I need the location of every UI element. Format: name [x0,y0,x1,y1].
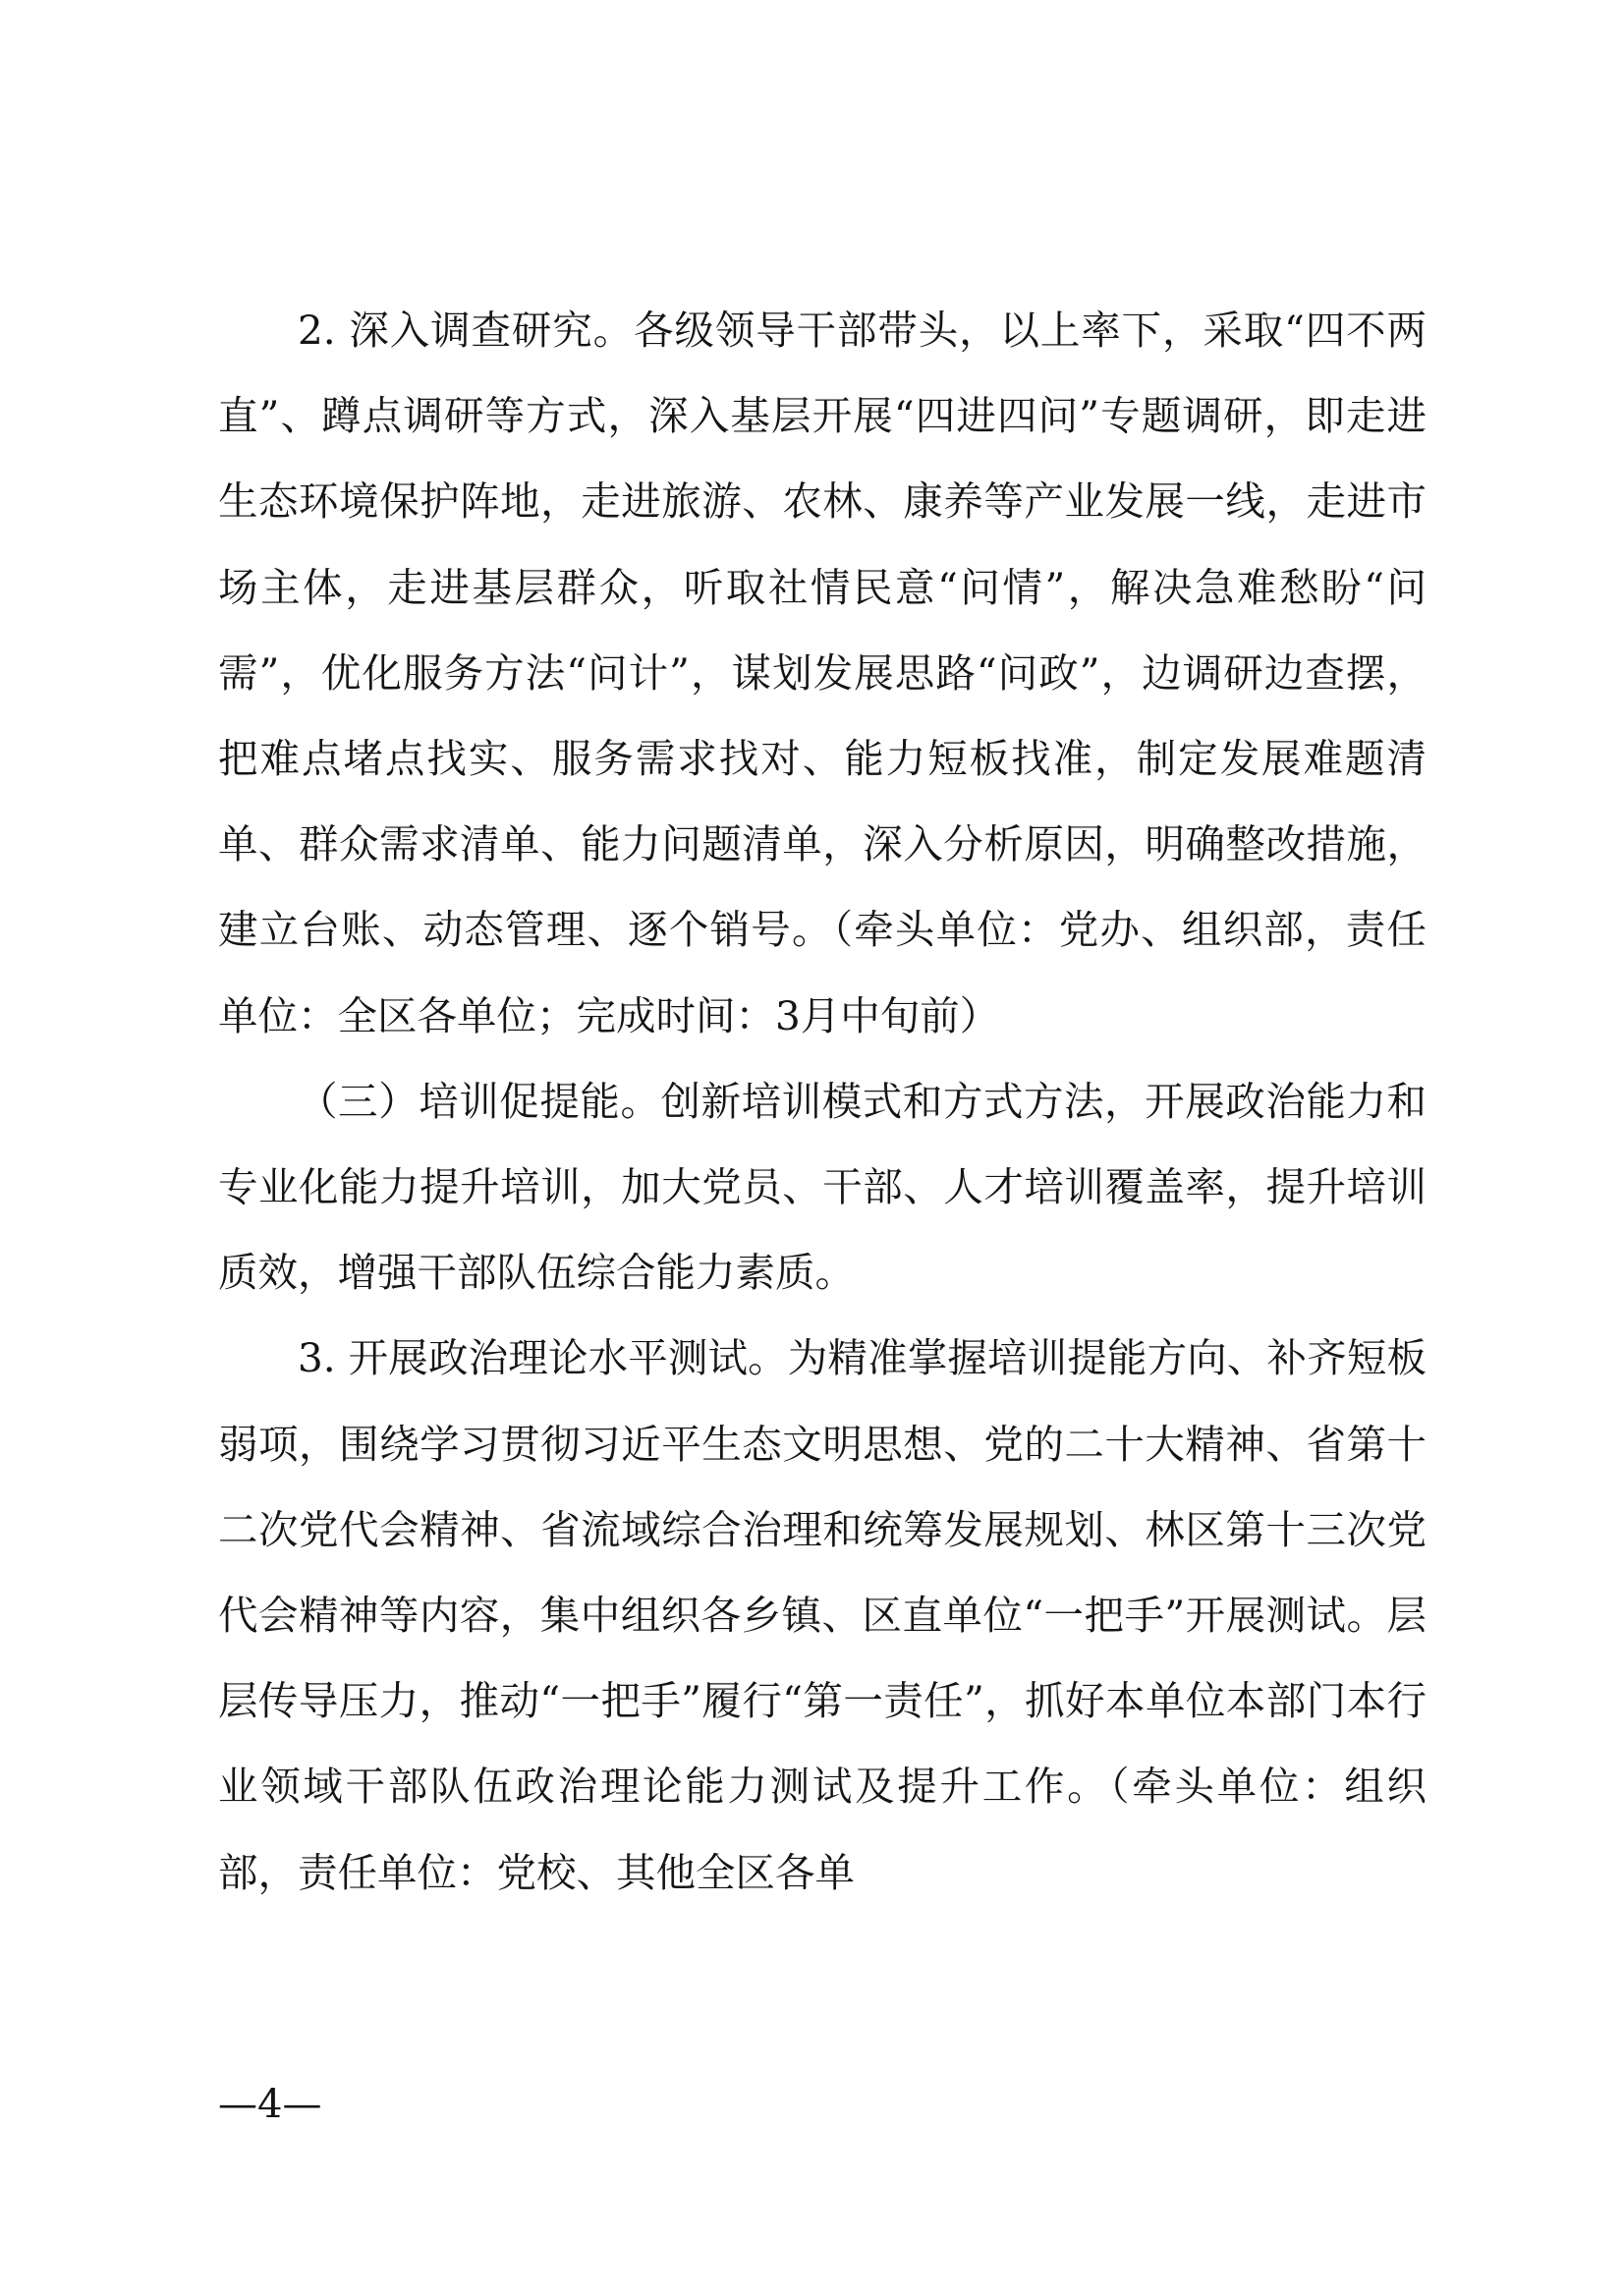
paragraph-political-theory-test: 3. 开展政治理论水平测试。为精准掌握培训提能方向、补齐短板弱项，围绕学习贯彻习近平生态文明思想、党的二十大精神、省第十二次党代会精神、省流域综合治理和统筹发展规划、林区第十三次党代会精神等内容，集中组织各乡镇、区直单位“一把手”开展测试。层层传导压力，推动“一把手”履行“第一责任”，抓好本单位本部门本行业领域干部队伍政治理论能力测试及提升工作。（牵头单位：组织部，责任单位：党校、其他全区各单 [218,1334,1427,1896]
paragraph-training-section-heading: （三）培训促提能。创新培训模式和方式方法，开展政治能力和专业化能力提升培训，加大党员、干部、人才培训覆盖率，提升培训质效，增强干部队伍综合能力素质。 [218,1077,1427,1297]
document-body [218,288,1427,1916]
paragraph-investigation-research: 2. 深入调查研究。各级领导干部带头，以上率下，采取“四不两直”、蹲点调研等方式，深入基层开展“四进四问”专题调研，即走进生态环境保护阵地，走进旅游、农林、康养等产业发展一线，走进市场主体，走进基层群众，听取社情民意“问情”，解决急难愁盼“问需”，优化服务方法“问计”，谋划发展思路“问政”，边调研边查摆，把难点堵点找实、服务需求找对、能力短板找准，制定发展难题清单、群众需求清单、能力问题清单，深入分析原因，明确整改措施，建立台账、动态管理、逐个销号。（牵头单位：党办、组织部，责任单位：全区各单位；完成时间：3月中旬前） [218,307,1427,1039]
page-number: —4— [218,2082,322,2127]
